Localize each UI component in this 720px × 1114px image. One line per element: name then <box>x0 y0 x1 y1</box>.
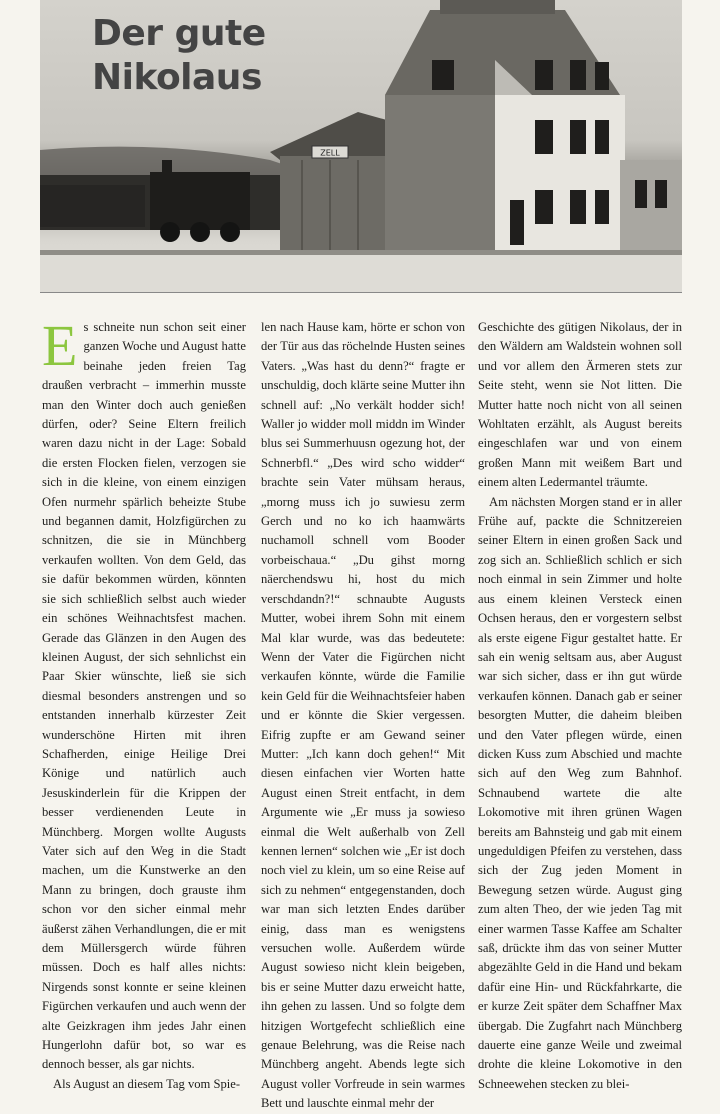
article-title <box>92 12 266 100</box>
paragraph: Geschichte des gütigen Nikolaus, der in den Wäldern am Waldstein wohnen soll und vor allem den Ärmeren stets zur Seite steht, wenn sie Not litten. Die Mutter hatte noch nicht von all seinen Wohltaten erzählt, als August bereits eingeschlafen war und von einem großen Mann mit weißem Bart und einem alten Ledermantel träumte. <box>478 320 682 490</box>
drop-cap: E <box>42 313 78 378</box>
paragraph <box>42 313 246 1075</box>
text-column-2 <box>261 318 465 1114</box>
paragraph: len nach Hause kam, hörte er schon von der Tür aus das röchelnde Husten seines Vaters. „Was hast du denn?“ fragte er unschuldig, doch klärte seine Mutter ihn schnell auf: „No verkält hodder sich! Waller jo widder moll middn im Winder blus sei Summerhuusn ogezung hot, der Schnerbfl.“ „Des wird scho widder“ brachte sein Vater mühsam heraus, „morng muss ich jo suwiesu zerm Gerch und no ko ich haamwärts nuchamoll schnell vom Booder vorbeischaua.“ „Du gihst morng näerchendswu hi, host du mich verschdandn?!“ schnaubte Augusts Mutter, wobei ihrem Sohn mit einem Mal klar wurde, was das bedeutete: Wenn der Vater die Figürchen nicht verkaufen könnte, würde die Familie kein Geld für die Weihnachtsfeier haben und er könnte die Skier vergessen. Eifrig zupfte er am Gewand seiner Mutter: „Ich kann doch gehen!“ Mit diesen einfachen vier Worten hatte August einen Streit entfacht, in dem Argumente wie „Er muss ja sowieso einmal die Welt außerhalb von Zell kennen lernen“ solchen wie „Er ist doch noch viel zu klein, um so eine Reise auf sich zu nehmen“ entgegenstanden, doch war man sich letzten Endes darüber einig, dass man es wenigstens versuchen wolle. Außerdem würde August sowieso nicht klein beigeben, bis er seine Mutter dazu erweicht hatte, ihn gehen zu lassen. Und so folgte dem hitzigen Wortgefecht schließlich eine genaue Belehrung, was die Reise nach Münchberg angeht. Abends legte sich August voller Vorfreude in sein warmes Bett und lauschte einmal mehr der <box>261 320 465 1111</box>
station-sign-text: ZELL <box>320 148 340 158</box>
paragraph-text: s schneite nun schon seit einer ganzen Woche und August hatte beinahe jeden freien Tag draußen verbracht – immerhin musste man den Winter doch auch genießen dürfen, oder? Seine Eltern freilich waren dazu nicht in der Lage: Sobald die ersten Flocken fielen, verzogen sie sich in die kleine, von einem einzigen Ofen nurmehr spärlich beheizte Stube und begannen damit, Holzfigürchen zu schnitzen, die sie in Münchberg verkaufen wollten. Von dem Geld, das sie dafür bekommen würden, könnten sie sich schließlich selbst auch wieder ein schönes Weihnachtsfest machen. Gerade das Glänzen in den Augen des kleinen August, der sich sehnlichst ein Paar Skier wünschte, ließ sie sich diesmal besonders anstrengen und so entstanden innerhalb kürzester Zeit wunderschöne Hirten mit ihren Schafherden, einige Heilige Drei Könige und natürlich auch Jesuskinderlein für die Krippen der besser verdienenden Leute in Münchberg. Morgen wollte Augusts Vater sich auf den Weg in die Stadt machen, um die Kunstwerke an den Mann zu bringen, doch grauste ihm schon vor den sicher einmal mehr äußerst zähen Verhandlungen, die er mit dem Müllersgerch würde führen müssen. Doch es half alles nichts: Nirgends sonst konnte er seine kleinen Figürchen verkaufen und auch wenn der alte Geizkragen ihm jedes Jahr einen Hungerlohn dafür bot, so war es dennoch besser, als gar nichts. <box>42 320 246 1072</box>
article-title-line-2: Nikolaus <box>92 57 262 98</box>
text-column-3 <box>478 318 682 1094</box>
article-photo <box>40 0 682 293</box>
article-title-line-1: Der gute <box>92 13 266 54</box>
paragraph: Als August an diesem Tag vom Spie- <box>53 1076 241 1091</box>
paragraph: Am nächsten Morgen stand er in aller Frühe auf, packte die Schnitzereien seiner Eltern in einen großen Sack und zog sich an. Schließlich schlich er sich noch einmal in sein Zimmer und holte aus einem kleinen Versteck einen Ochsen heraus, den er vorgestern selbst als erste eigene Figur gestaltet hatte. Er sah ein wenig seltsam aus, aber August war sich sicher, dass er ihn gut würde verkaufen können. Danach gab er seiner besorgten Mutter, die daheim bleiben und den Vater pflegen würde, einen dicken Kuss zum Abschied und machte sich auf den Weg zum Bahnhof. Schnaubend wartete die alte Lokomotive mit ihren grünen Wagen bereits am Bahnsteig und gab mit einem ungeduldigen Pfeifen zu verstehen, dass sich der Zug jeden Moment in Bewegung setzen würde. August ging zum alten Theo, der wie jeden Tag mit einer warmen Tasse Kaffee am Schalter saß, drückte ihm das von seiner Mutter abgezählte Geld in die Hand und bekam dafür eine Hin- und Rückfahrkarte, die er kurze Zeit später dem Schaffner Max übergab. Die Zugfahrt nach Münchberg dauerte eine ganze Weile und zweimal drohte die kleine Lokomotive in den Schneewehen stecken zu blei- <box>478 494 682 1091</box>
text-column-1 <box>42 313 246 1094</box>
